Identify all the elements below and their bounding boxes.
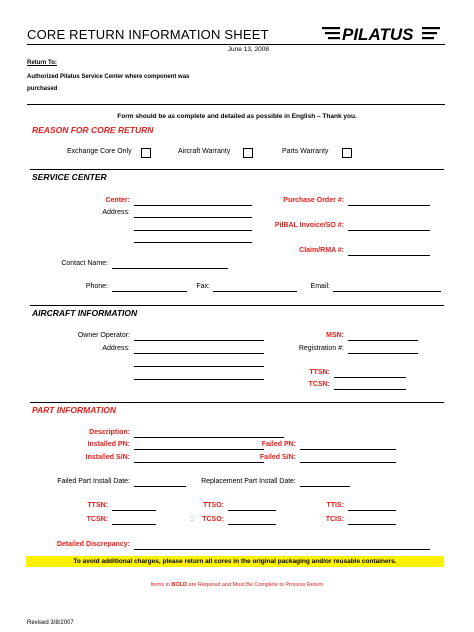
purchase-order-field[interactable] <box>348 205 430 206</box>
part-tcsn-label: TCSN: <box>86 516 108 523</box>
email-field[interactable] <box>333 291 441 292</box>
owner-field[interactable] <box>134 340 264 341</box>
purchase-order-label: Purchase Order #: <box>283 197 344 204</box>
discrepancy-field[interactable] <box>134 549 430 550</box>
replacement-install-date-label: Replacement Part Install Date: <box>201 478 296 485</box>
part-tcso-label: TCSO: <box>202 516 224 523</box>
part-ttis-field[interactable] <box>348 510 396 511</box>
return-to-label: Return To: <box>27 60 57 66</box>
installed-pn-field[interactable] <box>134 449 264 450</box>
checkbox-aircraft-warranty[interactable] <box>243 148 253 158</box>
section-rule <box>30 402 444 403</box>
discrepancy-label: Detailed Discrepancy: <box>56 541 130 548</box>
description-field[interactable] <box>134 437 284 438</box>
option-exchange-label: Exchange Core Only <box>67 148 132 155</box>
installed-pn-label: Installed PN: <box>87 441 130 448</box>
claim-field[interactable] <box>348 255 430 256</box>
ac-address-label: Address: <box>102 345 130 352</box>
part-ttso-field[interactable] <box>228 510 276 511</box>
sc-address-field-3[interactable] <box>134 242 252 243</box>
msn-label: MSN: <box>326 332 344 339</box>
part-tcis-field[interactable] <box>348 524 396 525</box>
sc-address-field-1[interactable] <box>134 217 252 218</box>
failed-pn-field[interactable] <box>300 449 396 450</box>
part-ttis-label: TTIS: <box>326 502 344 509</box>
part-tcso-field[interactable] <box>228 524 276 525</box>
section-rule <box>30 169 444 170</box>
part-ttsn-field[interactable] <box>112 510 156 511</box>
sc-address-field-2[interactable] <box>134 230 252 231</box>
form-note: Form should be as complete and detailed as possible in English – Thank you. <box>117 113 357 120</box>
replacement-install-date-field[interactable] <box>300 486 350 487</box>
pilatus-logo <box>322 22 442 44</box>
ac-address-field-3[interactable] <box>134 379 264 380</box>
form-date: June 13, 2008 <box>227 46 269 53</box>
checkbox-exchange[interactable] <box>141 148 151 158</box>
option-parts-warranty-label: Parts Warranty <box>282 148 329 155</box>
registration-label: Registration #: <box>298 345 344 352</box>
part-ttsn-label: TTSN: <box>87 502 108 509</box>
sc-address-label: Address: <box>102 209 130 216</box>
part-tcis-label: TCIS: <box>325 516 344 523</box>
ac-tcsn-field[interactable] <box>334 389 406 390</box>
revision-date: Revised 3/8/2007 <box>27 620 74 626</box>
owner-label: Owner Operator: <box>77 332 130 339</box>
return-to-text: Authorized Pilatus Service Center where component was purchased <box>27 74 190 92</box>
ac-ttsn-field[interactable] <box>334 377 406 378</box>
failed-install-date-field[interactable] <box>134 486 186 487</box>
installed-sn-field[interactable] <box>134 462 264 463</box>
section-part-title: PART INFORMATION <box>32 405 117 415</box>
section-aircraft-title: AIRCRAFT INFORMATION <box>32 308 138 318</box>
checkbox-parts-warranty[interactable] <box>342 148 352 158</box>
center-field[interactable] <box>134 205 252 206</box>
divider <box>27 104 445 105</box>
failed-sn-field[interactable] <box>300 462 396 463</box>
fax-field[interactable] <box>213 291 297 292</box>
phone-field[interactable] <box>112 291 187 292</box>
invoice-field[interactable] <box>348 230 430 231</box>
failed-install-date-label: Failed Part Install Date: <box>57 478 130 485</box>
email-label: Email: <box>310 283 330 290</box>
section-reason-title: REASON FOR CORE RETURN <box>32 125 154 135</box>
tcso-colon: : <box>191 516 193 523</box>
installed-sn-label: Installed S/N: <box>85 454 130 461</box>
claim-label: Claim/RMA #: <box>299 247 344 254</box>
phone-label: Phone: <box>85 283 108 290</box>
failed-sn-label: Failed S/N: <box>259 454 296 461</box>
center-label: Center: <box>105 197 130 204</box>
ac-address-field-1[interactable] <box>134 353 264 354</box>
part-tcsn-field[interactable] <box>112 524 156 525</box>
invoice-label: PilBAL Invoice/SO #: <box>274 222 344 229</box>
ac-tcsn-label: TCSN: <box>308 381 330 388</box>
form-title: CORE RETURN INFORMATION SHEET <box>27 27 269 42</box>
contact-field[interactable] <box>112 268 228 269</box>
failed-pn-label: Failed PN: <box>261 441 296 448</box>
msn-field[interactable] <box>348 340 418 341</box>
ac-address-field-2[interactable] <box>134 366 264 367</box>
section-service-title: SERVICE CENTER <box>32 172 107 182</box>
section-rule <box>30 305 444 306</box>
svg-text:PILATUS: PILATUS <box>342 25 414 44</box>
option-aircraft-warranty-label: Aircraft Warranty <box>178 148 231 155</box>
part-ttso-label: TTSO: <box>203 502 224 509</box>
ac-ttsn-label: TTSN: <box>309 369 330 376</box>
header-rule <box>27 44 445 45</box>
required-note: Items in BOLD are Required and Must Be Complete to Process Return <box>150 582 324 588</box>
description-label: Description: <box>89 429 130 436</box>
fax-label: Fax: <box>196 283 210 290</box>
warning-banner: To avoid additional charges, please return all cores in the original packaging and/or reusable containers. <box>26 556 444 567</box>
registration-field[interactable] <box>348 353 418 354</box>
contact-label: Contact Name: <box>61 260 108 267</box>
